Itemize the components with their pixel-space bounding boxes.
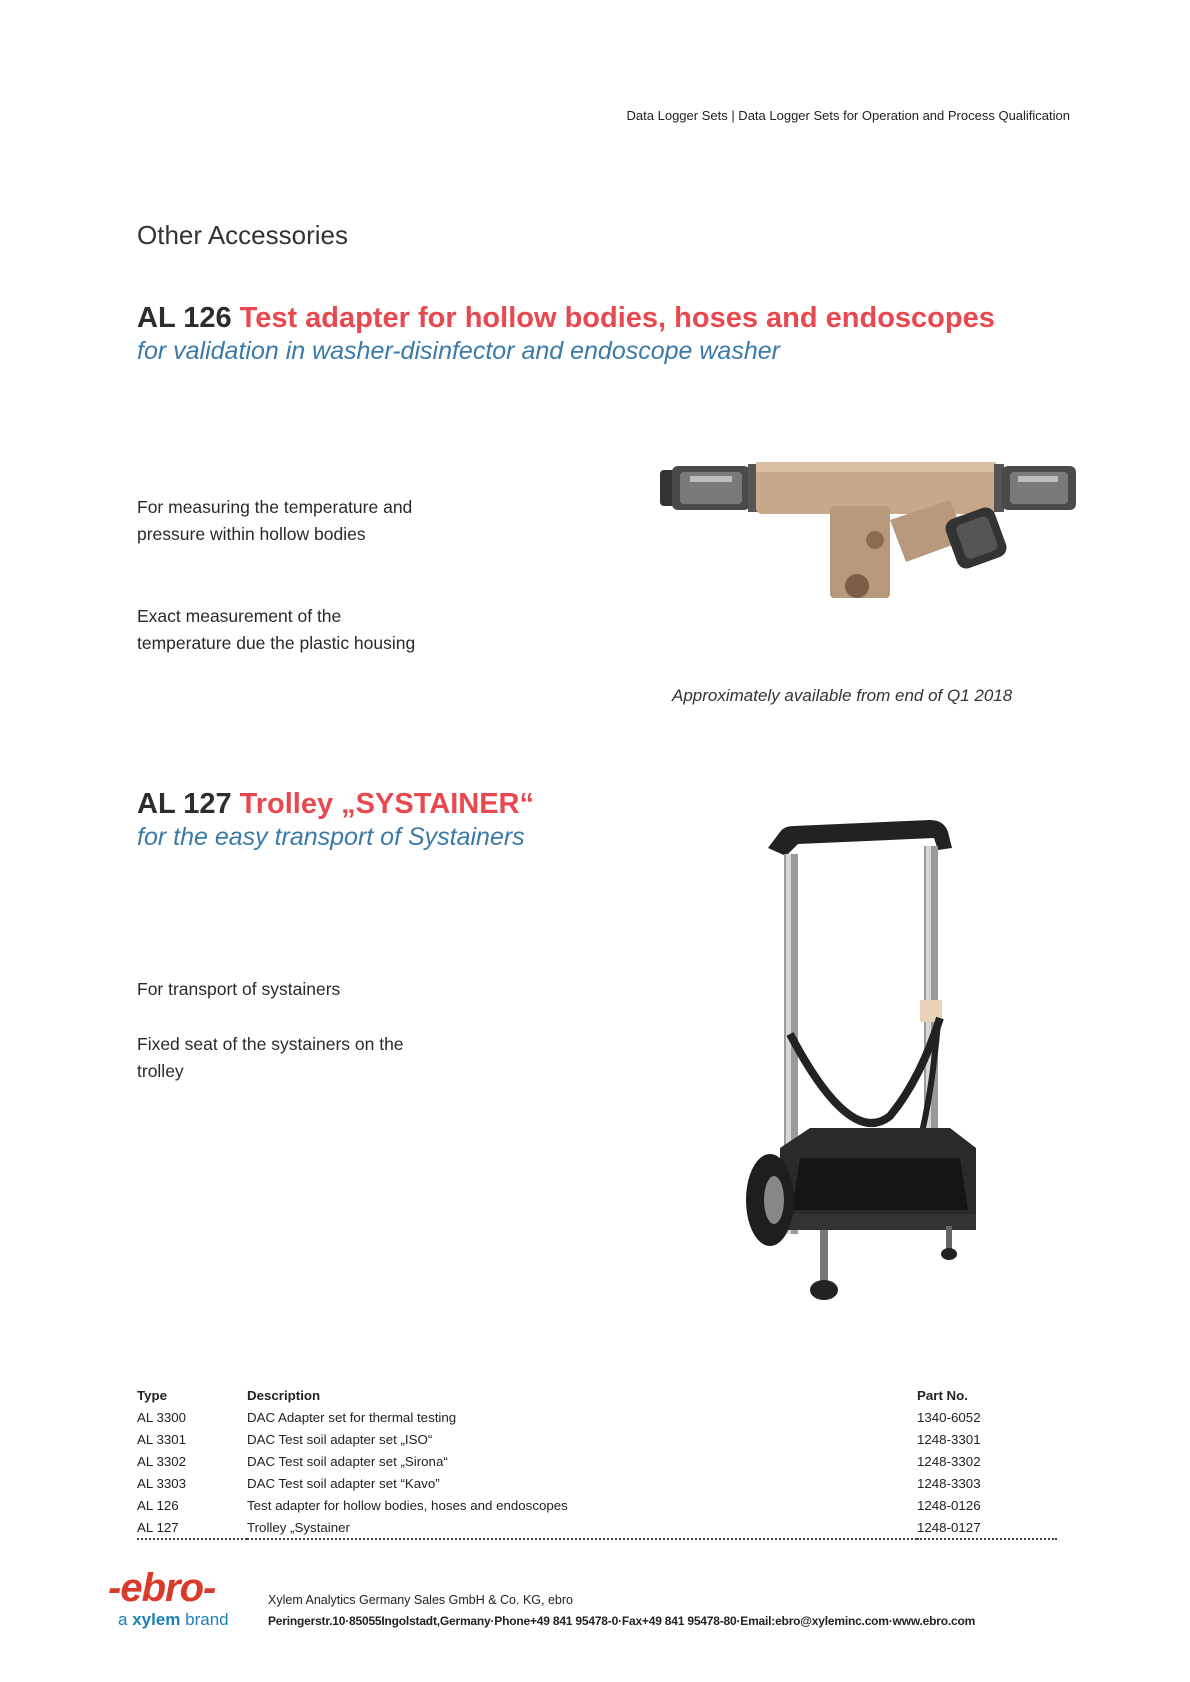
product-subtitle: for validation in washer-disinfector and endoscope washer	[137, 337, 780, 365]
product-title	[137, 788, 534, 821]
company-address: Peringerstr.10·85055Ingolstadt,Germany·Phone+49 841 95478-0·Fax+49 841 95478-80·Email:ebro@xyleminc.com·www.ebro.com	[268, 1614, 976, 1628]
ebro-logo: -ebro-	[108, 1566, 216, 1610]
column-header-type: Type	[137, 1387, 168, 1403]
cell-type: AL 3302	[137, 1453, 187, 1469]
table-row	[137, 1494, 1057, 1516]
product-code: AL 127	[137, 788, 232, 820]
test-adapter-image	[660, 450, 1080, 610]
availability-caption: Approximately available from end of Q1 2018	[672, 686, 1013, 705]
header-breadcrumb: Data Logger Sets | Data Logger Sets for Operation and Process Qualification	[626, 108, 1070, 123]
cell-type: AL 3300	[137, 1409, 187, 1425]
table-row	[137, 1516, 1057, 1539]
product-al127-heading	[137, 788, 534, 852]
product-code: AL 126	[137, 302, 232, 334]
column-header-description: Description	[247, 1387, 321, 1403]
product-al127-paragraph-2: Fixed seat of the systainers on the trolley	[137, 1034, 404, 1081]
cell-description: Trolley „Systainer	[247, 1516, 917, 1539]
brand-suffix: brand	[185, 1610, 229, 1629]
cell-part-no: 1248-3301	[917, 1431, 981, 1447]
cell-type: AL 3301	[137, 1431, 187, 1447]
cell-description: Test adapter for hollow bodies, hoses and endoscopes	[247, 1497, 568, 1513]
cell-description: DAC Test soil adapter set „Sirona“	[247, 1453, 448, 1469]
product-al126-paragraph-2: Exact measurement of the temperature due the plastic housing	[137, 606, 416, 653]
brand-prefix: a	[118, 1610, 128, 1629]
product-al127-paragraph-1: For transport of systainers	[137, 979, 341, 999]
cell-part-no: 1340-6052	[917, 1409, 981, 1425]
product-subtitle: for the easy transport of Systainers	[137, 823, 525, 851]
trolley-image	[740, 818, 1020, 1338]
product-title	[137, 302, 995, 335]
cell-part-no: 1248-0126	[917, 1497, 981, 1513]
product-al126-paragraph-1: For measuring the temperature and pressure within hollow bodies	[137, 497, 413, 544]
cell-description: DAC Adapter set for thermal testing	[247, 1409, 457, 1425]
table-header-row	[137, 1384, 1057, 1406]
brand-name: xylem	[132, 1610, 181, 1629]
cell-part-no: 1248-3302	[917, 1453, 981, 1469]
product-al126-heading	[137, 302, 995, 366]
cell-part-no: 1248-0127	[917, 1516, 1057, 1539]
table-row	[137, 1428, 1057, 1450]
parts-table	[137, 1384, 1057, 1540]
xylem-brand-tagline	[118, 1610, 229, 1630]
cell-type: AL 3303	[137, 1475, 187, 1491]
cell-description: DAC Test soil adapter set „ISO“	[247, 1431, 433, 1447]
cell-type: AL 127	[137, 1516, 247, 1539]
table-row	[137, 1450, 1057, 1472]
section-title: Other Accessories	[137, 220, 348, 250]
cell-description: DAC Test soil adapter set “Kavo”	[247, 1475, 440, 1491]
product-name: Trolley „SYSTAINER“	[239, 788, 535, 820]
company-name: Xylem Analytics Germany Sales GmbH & Co. KG, ebro	[268, 1593, 573, 1607]
table-row	[137, 1472, 1057, 1494]
product-name: Test adapter for hollow bodies, hoses and endoscopes	[239, 302, 995, 334]
table-row	[137, 1406, 1057, 1428]
column-header-part-no: Part No.	[917, 1387, 968, 1403]
cell-part-no: 1248-3303	[917, 1475, 981, 1491]
cell-type: AL 126	[137, 1497, 179, 1513]
